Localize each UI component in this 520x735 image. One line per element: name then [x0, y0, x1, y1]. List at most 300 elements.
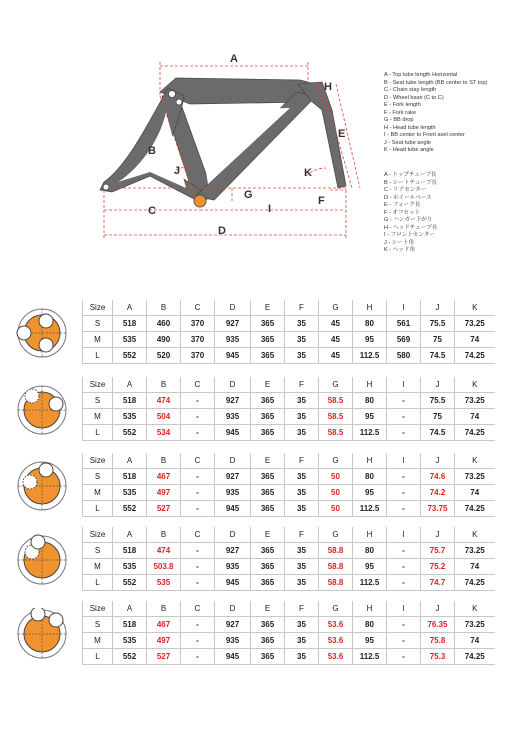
dim-label-h: H: [324, 81, 332, 93]
table-row: [83, 559, 495, 575]
bottom-bracket-icon: [16, 534, 68, 586]
table-cell: 58.5: [319, 393, 353, 409]
table-cell: 45: [319, 348, 353, 364]
table-cell: 927: [215, 316, 251, 332]
column-header: Size: [83, 453, 113, 469]
table-cell: 74.6: [421, 469, 455, 485]
table-cell: 73.25: [455, 393, 495, 409]
column-header: Size: [83, 601, 113, 617]
legend-item: A - トップチューブ長: [384, 172, 437, 178]
table-cell: 112.5: [353, 649, 387, 665]
column-header: H: [353, 453, 387, 469]
column-header: B: [147, 601, 181, 617]
spec-block: [0, 601, 520, 666]
legend-item: B - シートチューブ長: [384, 179, 438, 186]
table-cell: 75: [421, 332, 455, 348]
dim-label-b: B: [148, 145, 156, 157]
column-header: E: [251, 601, 285, 617]
size-cell: M: [83, 332, 113, 348]
table-cell: 365: [251, 617, 285, 633]
table-cell: -: [387, 575, 421, 591]
column-header: F: [285, 527, 319, 543]
table-cell: 552: [113, 425, 147, 441]
size-cell: L: [83, 575, 113, 591]
column-header: C: [181, 601, 215, 617]
table-cell: 467: [147, 469, 181, 485]
legend-item: J - Seat tube angle: [384, 139, 431, 146]
table-header-row: [83, 377, 495, 393]
table-cell: 535: [113, 485, 147, 501]
dim-label-f: F: [318, 195, 325, 207]
table-cell: -: [181, 559, 215, 575]
table-cell: 35: [285, 348, 319, 364]
table-cell: 112.5: [353, 501, 387, 517]
table-cell: 74.25: [455, 575, 495, 591]
legend-item: G - BB drop: [384, 117, 414, 123]
column-header: A: [113, 377, 147, 393]
geometry-table: [82, 453, 495, 517]
table-cell: 490: [147, 332, 181, 348]
table-cell: 95: [353, 409, 387, 425]
table-cell: -: [387, 425, 421, 441]
table-row: [83, 332, 495, 348]
table-cell: -: [387, 393, 421, 409]
legend-japanese: [384, 172, 437, 255]
table-cell: 534: [147, 425, 181, 441]
column-header: D: [215, 453, 251, 469]
size-cell: M: [83, 485, 113, 501]
table-cell: -: [387, 649, 421, 665]
table-cell: 75.7: [421, 543, 455, 559]
table-row: [83, 316, 495, 332]
legend-item: E - Fork length: [384, 102, 421, 108]
table-cell: 935: [215, 633, 251, 649]
seat-binder-hole: [176, 99, 182, 105]
column-header: F: [285, 377, 319, 393]
size-cell: L: [83, 425, 113, 441]
column-header: A: [113, 300, 147, 316]
size-cell: S: [83, 393, 113, 409]
geometry-table: [82, 377, 495, 441]
table-cell: 504: [147, 409, 181, 425]
table-cell: 35: [285, 575, 319, 591]
table-cell: 935: [215, 409, 251, 425]
column-header: D: [215, 527, 251, 543]
table-cell: 112.5: [353, 575, 387, 591]
legend-item: B - Seat tube length (BB center to ST top): [384, 79, 488, 86]
table-cell: 365: [251, 393, 285, 409]
table-cell: 497: [147, 485, 181, 501]
table-cell: -: [387, 617, 421, 633]
table-cell: 80: [353, 617, 387, 633]
legend-item: F - オフセット: [384, 209, 421, 216]
size-cell: S: [83, 316, 113, 332]
table-cell: -: [181, 469, 215, 485]
legend-item: E - フォーク長: [384, 202, 421, 208]
dim-label-i: I: [268, 203, 272, 215]
size-cell: M: [83, 409, 113, 425]
column-header: I: [387, 377, 421, 393]
table-cell: 112.5: [353, 425, 387, 441]
dim-label-d: D: [218, 225, 226, 237]
table-cell: -: [181, 633, 215, 649]
column-header: G: [319, 453, 353, 469]
table-cell: -: [181, 409, 215, 425]
legend-item: C - リアセンター: [384, 187, 427, 193]
table-cell: 73.25: [455, 617, 495, 633]
table-cell: 74.2: [421, 485, 455, 501]
table-cell: 45: [319, 332, 353, 348]
column-header: G: [319, 527, 353, 543]
table-cell: 365: [251, 485, 285, 501]
table-cell: 95: [353, 332, 387, 348]
column-header: B: [147, 527, 181, 543]
table-cell: 35: [285, 409, 319, 425]
table-cell: 535: [147, 575, 181, 591]
table-cell: 365: [251, 501, 285, 517]
column-header: B: [147, 300, 181, 316]
legend-item: A - Top tube length Horizontal: [384, 72, 458, 78]
table-cell: -: [387, 485, 421, 501]
table-cell: -: [387, 633, 421, 649]
table-cell: 35: [285, 425, 319, 441]
column-header: A: [113, 453, 147, 469]
table-cell: 58.5: [319, 409, 353, 425]
column-header: I: [387, 453, 421, 469]
column-header: J: [421, 453, 455, 469]
table-cell: 80: [353, 543, 387, 559]
table-cell: 58.5: [319, 425, 353, 441]
table-row: [83, 501, 495, 517]
table-cell: 74: [455, 485, 495, 501]
table-cell: 527: [147, 649, 181, 665]
column-header: Size: [83, 377, 113, 393]
table-cell: 945: [215, 348, 251, 364]
table-cell: 35: [285, 393, 319, 409]
legend-item: I - フロントセンター: [384, 232, 435, 238]
dim-label-k: K: [304, 167, 312, 179]
table-cell: 370: [181, 332, 215, 348]
column-header: K: [455, 601, 495, 617]
column-header: H: [353, 300, 387, 316]
table-cell: 370: [181, 316, 215, 332]
geometry-table: [82, 300, 495, 364]
table-cell: 365: [251, 409, 285, 425]
table-cell: 35: [285, 469, 319, 485]
column-header: E: [251, 377, 285, 393]
legend-item: K - ヘッド角: [384, 247, 416, 253]
legend-item: F - Fork rake: [384, 109, 417, 116]
table-cell: 58.8: [319, 559, 353, 575]
table-cell: -: [181, 649, 215, 665]
dim-label-c: C: [148, 205, 156, 217]
spec-block: [0, 453, 520, 518]
column-header: B: [147, 453, 181, 469]
table-cell: 45: [319, 316, 353, 332]
spec-block: [0, 300, 520, 365]
column-header: F: [285, 601, 319, 617]
column-header: D: [215, 300, 251, 316]
table-cell: 561: [387, 316, 421, 332]
column-header: J: [421, 601, 455, 617]
legend-item: I - BB center to Front axel center: [384, 132, 465, 138]
column-header: F: [285, 453, 319, 469]
table-cell: 50: [319, 485, 353, 501]
table-cell: 74.25: [455, 649, 495, 665]
table-cell: 74.25: [455, 348, 495, 364]
table-cell: 535: [113, 409, 147, 425]
table-cell: 95: [353, 559, 387, 575]
table-cell: 497: [147, 633, 181, 649]
spec-block: [0, 377, 520, 442]
size-cell: L: [83, 649, 113, 665]
legend-item: K - Head tube angle: [384, 147, 434, 153]
table-cell: 474: [147, 393, 181, 409]
front-triangle-opening: [196, 108, 290, 184]
bottom-bracket-icon: [16, 460, 68, 512]
table-cell: 74.7: [421, 575, 455, 591]
legend-item: H - Head tube length: [384, 124, 436, 131]
table-cell: 80: [353, 469, 387, 485]
table-cell: 75.5: [421, 316, 455, 332]
table-cell: -: [387, 409, 421, 425]
table-cell: 474: [147, 543, 181, 559]
column-header: H: [353, 377, 387, 393]
table-cell: 74.25: [455, 425, 495, 441]
column-header: K: [455, 527, 495, 543]
table-cell: 527: [147, 501, 181, 517]
table-cell: 535: [113, 559, 147, 575]
column-header: C: [181, 453, 215, 469]
table-cell: 518: [113, 316, 147, 332]
table-cell: 935: [215, 485, 251, 501]
column-header: I: [387, 601, 421, 617]
table-cell: 35: [285, 617, 319, 633]
geometry-table: [82, 527, 495, 591]
table-cell: 50: [319, 501, 353, 517]
size-cell: M: [83, 633, 113, 649]
table-cell: -: [387, 559, 421, 575]
table-cell: 75.8: [421, 633, 455, 649]
table-cell: -: [181, 575, 215, 591]
table-cell: 75.2: [421, 559, 455, 575]
table-row: [83, 575, 495, 591]
size-cell: S: [83, 543, 113, 559]
legend-item: H - ヘッドチューブ長: [384, 224, 438, 231]
table-cell: 75.3: [421, 649, 455, 665]
table-cell: -: [181, 485, 215, 501]
table-row: [83, 393, 495, 409]
table-row: [83, 469, 495, 485]
table-cell: 365: [251, 649, 285, 665]
table-cell: 365: [251, 543, 285, 559]
table-row: [83, 649, 495, 665]
column-header: A: [113, 527, 147, 543]
table-cell: 518: [113, 617, 147, 633]
table-cell: 927: [215, 393, 251, 409]
column-header: A: [113, 601, 147, 617]
column-header: G: [319, 377, 353, 393]
dim-label-g: G: [244, 189, 253, 201]
table-header-row: [83, 601, 495, 617]
table-cell: 73.25: [455, 543, 495, 559]
table-cell: 74: [455, 633, 495, 649]
table-cell: 927: [215, 543, 251, 559]
column-header: J: [421, 527, 455, 543]
table-cell: 95: [353, 633, 387, 649]
legend-item: J - シート角: [384, 239, 415, 246]
column-header: C: [181, 300, 215, 316]
table-cell: 467: [147, 617, 181, 633]
table-cell: 74: [455, 332, 495, 348]
table-row: [83, 425, 495, 441]
table-cell: -: [387, 469, 421, 485]
table-cell: 365: [251, 575, 285, 591]
table-cell: 503.8: [147, 559, 181, 575]
legend-item: C - Chain stay length: [384, 87, 437, 93]
table-cell: -: [387, 501, 421, 517]
table-cell: 945: [215, 575, 251, 591]
table-cell: 365: [251, 316, 285, 332]
table-cell: 35: [285, 316, 319, 332]
table-cell: -: [181, 393, 215, 409]
table-cell: 80: [353, 316, 387, 332]
table-cell: 53.6: [319, 633, 353, 649]
size-cell: L: [83, 501, 113, 517]
table-cell: 35: [285, 332, 319, 348]
table-cell: 927: [215, 617, 251, 633]
table-cell: 945: [215, 425, 251, 441]
table-cell: 74.5: [421, 348, 455, 364]
legend-english: [384, 72, 487, 155]
table-cell: 518: [113, 543, 147, 559]
table-cell: 580: [387, 348, 421, 364]
column-header: K: [455, 453, 495, 469]
column-header: I: [387, 527, 421, 543]
table-cell: 73.25: [455, 469, 495, 485]
size-cell: M: [83, 559, 113, 575]
column-header: K: [455, 377, 495, 393]
table-cell: 365: [251, 559, 285, 575]
table-cell: 73.75: [421, 501, 455, 517]
table-cell: 35: [285, 649, 319, 665]
table-cell: -: [387, 543, 421, 559]
table-cell: 365: [251, 332, 285, 348]
column-header: E: [251, 527, 285, 543]
column-header: Size: [83, 300, 113, 316]
column-header: I: [387, 300, 421, 316]
size-cell: S: [83, 469, 113, 485]
table-cell: 460: [147, 316, 181, 332]
table-row: [83, 348, 495, 364]
column-header: E: [251, 453, 285, 469]
column-header: K: [455, 300, 495, 316]
table-cell: 518: [113, 469, 147, 485]
table-cell: 35: [285, 633, 319, 649]
table-cell: 74.25: [455, 501, 495, 517]
table-cell: 75: [421, 409, 455, 425]
table-cell: 552: [113, 501, 147, 517]
table-cell: 74: [455, 559, 495, 575]
legend-item: G - ハンガー下がり: [384, 217, 433, 223]
size-cell: S: [83, 617, 113, 633]
table-cell: 58.8: [319, 543, 353, 559]
size-cell: L: [83, 348, 113, 364]
table-cell: 35: [285, 559, 319, 575]
table-cell: 935: [215, 559, 251, 575]
table-cell: 53.6: [319, 649, 353, 665]
table-cell: 935: [215, 332, 251, 348]
column-header: G: [319, 601, 353, 617]
dim-label-j: J: [174, 165, 181, 177]
table-header-row: [83, 453, 495, 469]
column-header: H: [353, 601, 387, 617]
dim-label-a: A: [230, 53, 238, 65]
column-header: G: [319, 300, 353, 316]
table-cell: 535: [113, 633, 147, 649]
table-cell: 74: [455, 409, 495, 425]
column-header: J: [421, 377, 455, 393]
legend-item: D - ホイールベース: [384, 194, 432, 201]
table-cell: 365: [251, 425, 285, 441]
table-cell: 365: [251, 469, 285, 485]
dim-label-e: E: [338, 128, 346, 140]
bottom-bracket-icon: [16, 384, 68, 436]
table-cell: 552: [113, 575, 147, 591]
table-cell: 365: [251, 633, 285, 649]
table-cell: 945: [215, 649, 251, 665]
column-header: D: [215, 601, 251, 617]
column-header: F: [285, 300, 319, 316]
spec-block: [0, 527, 520, 592]
table-cell: 945: [215, 501, 251, 517]
table-header-row: [83, 300, 495, 316]
column-header: H: [353, 527, 387, 543]
table-cell: 552: [113, 649, 147, 665]
table-cell: 73.25: [455, 316, 495, 332]
column-header: B: [147, 377, 181, 393]
table-cell: 370: [181, 348, 215, 364]
geometry-table: [82, 601, 495, 665]
table-row: [83, 485, 495, 501]
table-cell: 365: [251, 348, 285, 364]
column-header: Size: [83, 527, 113, 543]
table-cell: 76.35: [421, 617, 455, 633]
table-cell: 74.5: [421, 425, 455, 441]
table-cell: 50: [319, 469, 353, 485]
table-cell: -: [181, 425, 215, 441]
table-cell: -: [181, 543, 215, 559]
rear-dropout: [103, 184, 109, 190]
table-cell: 35: [285, 501, 319, 517]
table-cell: 35: [285, 543, 319, 559]
table-row: [83, 543, 495, 559]
table-cell: 95: [353, 485, 387, 501]
table-cell: 58.8: [319, 575, 353, 591]
table-row: [83, 409, 495, 425]
legend-item: D - Wheel base (C to C): [384, 94, 444, 101]
bottom-bracket-icon: [16, 608, 68, 660]
table-cell: -: [181, 617, 215, 633]
table-cell: 53.6: [319, 617, 353, 633]
column-header: C: [181, 527, 215, 543]
table-cell: 552: [113, 348, 147, 364]
column-header: J: [421, 300, 455, 316]
table-cell: 35: [285, 485, 319, 501]
column-header: D: [215, 377, 251, 393]
table-cell: 535: [113, 332, 147, 348]
table-cell: -: [181, 501, 215, 517]
